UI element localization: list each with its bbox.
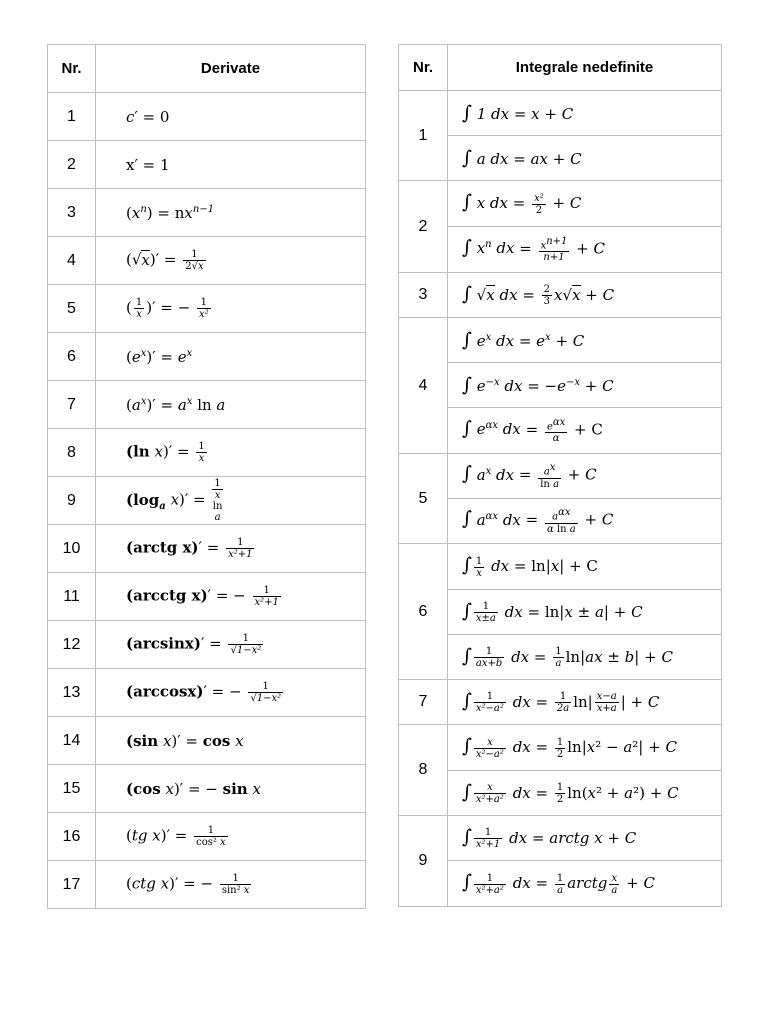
row-number: 7: [48, 381, 96, 429]
row-number: 16: [48, 813, 96, 861]
group-number: 2: [399, 181, 448, 273]
formula: ∫ $\frac{1}{\text{x²+1}}$ dx = arctg x + C: [448, 816, 722, 861]
row-number: 14: [48, 717, 96, 765]
formula: (√x)′ = $\frac{1}{2√x}$: [96, 237, 366, 285]
formula: (arccosx)′ = − $\frac{1}{\text{√1−x²}}$: [96, 669, 366, 717]
formula: (arcctg x)′ = − $\frac{1}{\text{x²+1}}$: [96, 573, 366, 621]
row-number: 15: [48, 765, 96, 813]
formula: ∫ $\frac{1}{\text{x²−a²}}$ dx = $\frac{1}{2a}$ ln| $\frac{x-a}{x+a}$ | + C: [448, 680, 722, 725]
group-number: 6: [399, 544, 448, 680]
formula: ∫ 1 dx = x + C: [448, 91, 722, 136]
formula: (sin x)′ = cos x: [96, 717, 366, 765]
formula: ∫ $e^{\alpha x}$ dx = $e^{\alpha x}$ α + C: [448, 408, 722, 454]
row-number: 5: [48, 285, 96, 333]
header-nr: Nr.: [399, 45, 448, 91]
formula: (arctg x)′ = $\frac{1}{\text{x²+1}}$: [96, 525, 366, 573]
row-number: 1: [48, 93, 96, 141]
group-number: 8: [399, 725, 448, 816]
formula: (ln x)′ = $\frac{1}{x}$: [96, 429, 366, 477]
formula: $(e^x)' = e^x$: [96, 333, 366, 381]
formula: c′ = 0: [96, 93, 366, 141]
derivatives-table: [47, 44, 366, 909]
formula: ∫ $\frac{x}{\text{x²−a²}}$ dx = $\frac{1}{2}$ ln|x² − a²| + C: [448, 725, 722, 771]
row-number: 4: [48, 237, 96, 285]
row-number: 6: [48, 333, 96, 381]
row-number: 8: [48, 429, 96, 477]
group-number: 7: [399, 680, 448, 725]
row-number: 3: [48, 189, 96, 237]
formula: ∫ √x dx = $\frac{2}{3}$ x√x + C: [448, 273, 722, 318]
formula: ∫ $\frac{1}{\text{x²+a²}}$ dx = $\frac{1}{a}$ arctg $\frac{x}{a}$ + C: [448, 861, 722, 907]
formula: $(x^n) = nx^{n-1}$: [96, 189, 366, 237]
header-derivate: Derivate: [96, 45, 366, 93]
row-number: 11: [48, 573, 96, 621]
row-number: 2: [48, 141, 96, 189]
formula: ∫ $x^n$ dx = $\frac{x^{n+1}}{n+1}$ + C: [448, 227, 722, 273]
formula: ∫ $\frac{1}{x\pm a}$ dx = ln|x ± a| + C: [448, 590, 722, 635]
formula: $(a^x)' = a^x$ ln a: [96, 381, 366, 429]
row-number: 13: [48, 669, 96, 717]
formula: ∫ a dx = ax + C: [448, 136, 722, 181]
formula: ∫ $e^x$ dx = $e^x + C$: [448, 318, 722, 363]
formula: (tg x)′ = $\frac{1}{\text{cos² x}}$: [96, 813, 366, 861]
formula: ($\log_a$ x)′ = 1 x ln a: [96, 477, 366, 525]
group-number: 9: [399, 816, 448, 907]
row-number: 12: [48, 621, 96, 669]
row-number: 10: [48, 525, 96, 573]
formula: ∫ $e^{-x}$ dx = $-e^{-x} + C$: [448, 363, 722, 408]
row-number: 9: [48, 477, 96, 525]
formula: ∫ x dx = $\frac{\text{x²}}{2}$ + C: [448, 181, 722, 227]
formula: ∫ $\frac{1}{x}$ dx = ln|x| + C: [448, 544, 722, 590]
formula: ∫ $a^x$ dx = $\frac{a^x}{\text{ln a}}$ + C: [448, 454, 722, 499]
formula: ∫ $a^{\alpha x}$ dx = $a^{\alpha x}$ α ln a + C: [448, 499, 722, 544]
group-number: 3: [399, 273, 448, 318]
formula: (arcsinx)′ = $\frac{1}{\text{√1−x²}}$: [96, 621, 366, 669]
header-nr: Nr.: [48, 45, 96, 93]
header-integrale: Integrale nedefinite: [448, 45, 722, 91]
integrals-table: [398, 44, 722, 907]
group-number: 1: [399, 91, 448, 181]
formula: (cos x)′ = − sin x: [96, 765, 366, 813]
row-number: 17: [48, 861, 96, 909]
group-number: 4: [399, 318, 448, 454]
formula: x′ = 1: [96, 141, 366, 189]
formula: ∫ $\frac{1}{ax+b}$ dx = $\frac{1}{a}$ ln|ax ± b| + C: [448, 635, 722, 680]
formula: ∫ $\frac{x}{\text{x²+a²}}$ dx = $\frac{1}{2}$ ln(x² + a²) + C: [448, 771, 722, 816]
formula: ( $\frac{1}{x}$ )′ = − $\frac{1}{\text{x²}}$: [96, 285, 366, 333]
formula: (ctg x)′ = − $\frac{1}{\text{sin² x}}$: [96, 861, 366, 909]
group-number: 5: [399, 454, 448, 544]
